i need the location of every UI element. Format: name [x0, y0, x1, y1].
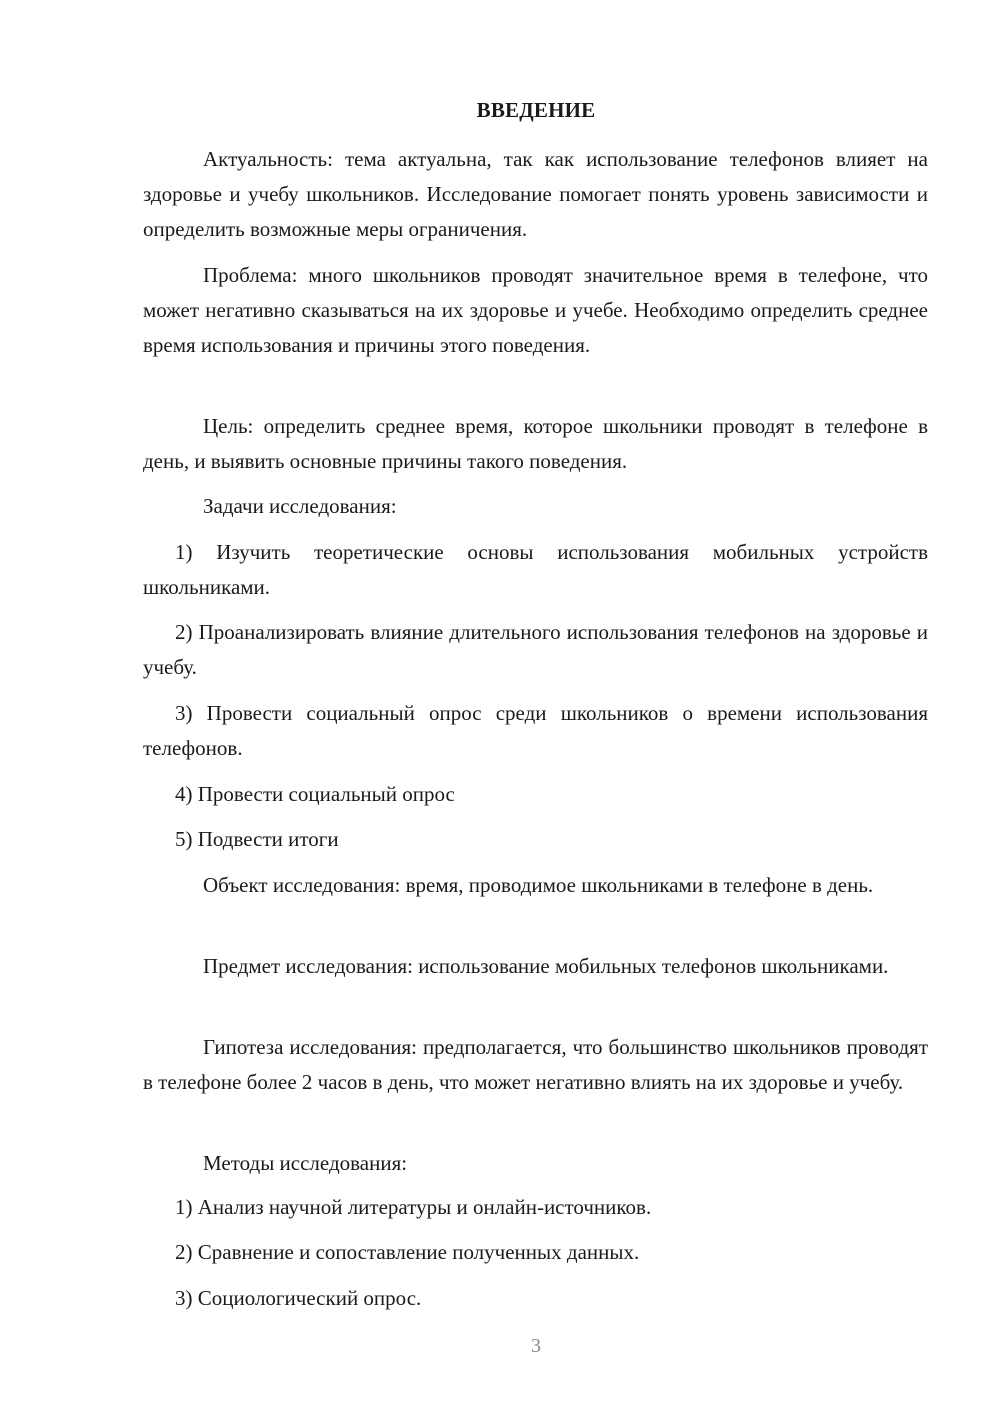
task-item-1: 1) Изучить теоретические основы использования мобильных устройств школьниками.	[143, 540, 928, 599]
paragraph-subject: Предмет исследования: использование мобильных телефонов школьниками.	[203, 954, 889, 978]
task-item-4: 4) Провести социальный опрос	[175, 782, 455, 806]
paragraph-problem: Проблема: много школьников проводят значительное время в телефоне, что может негативно сказываться на их здоровье и учебе. Необходимо определить среднее время использования и причины этого поведения.	[143, 263, 928, 357]
method-item-3: 3) Социологический опрос.	[175, 1286, 422, 1310]
task-item-2: 2) Проанализировать влияние длительного использования телефонов на здоровье и учебу.	[143, 620, 928, 679]
method-item-1: 1) Анализ научной литературы и онлайн-источников.	[175, 1195, 652, 1219]
task-item-5: 5) Подвести итоги	[175, 827, 339, 851]
section-title: ВВЕДЕНИЕ	[476, 98, 596, 122]
method-item-2: 2) Сравнение и сопоставление полученных данных.	[175, 1240, 640, 1264]
paragraph-goal: Цель: определить среднее время, которое школьники проводят в телефоне в день, и выявить основные причины такого поведения.	[143, 414, 928, 473]
tasks-heading: Задачи исследования:	[203, 494, 397, 518]
paragraph-hypothesis: Гипотеза исследования: предполагается, что большинство школьников проводят в телефоне более 2 часов в день, что может негативно влиять на их здоровье и учебу.	[143, 1035, 928, 1094]
task-item-3: 3) Провести социальный опрос среди школьников о времени использования телефонов.	[143, 701, 928, 760]
methods-heading: Методы исследования:	[203, 1151, 408, 1175]
paragraph-relevance: Актуальность: тема актуальна, так как использование телефонов влияет на здоровье и учебу школьников. Исследование помогает понять уровень зависимости и определить возможные меры ограничения.	[143, 147, 928, 241]
page-number: 3	[531, 1335, 541, 1357]
paragraph-object: Объект исследования: время, проводимое школьниками в телефоне в день.	[203, 873, 874, 897]
